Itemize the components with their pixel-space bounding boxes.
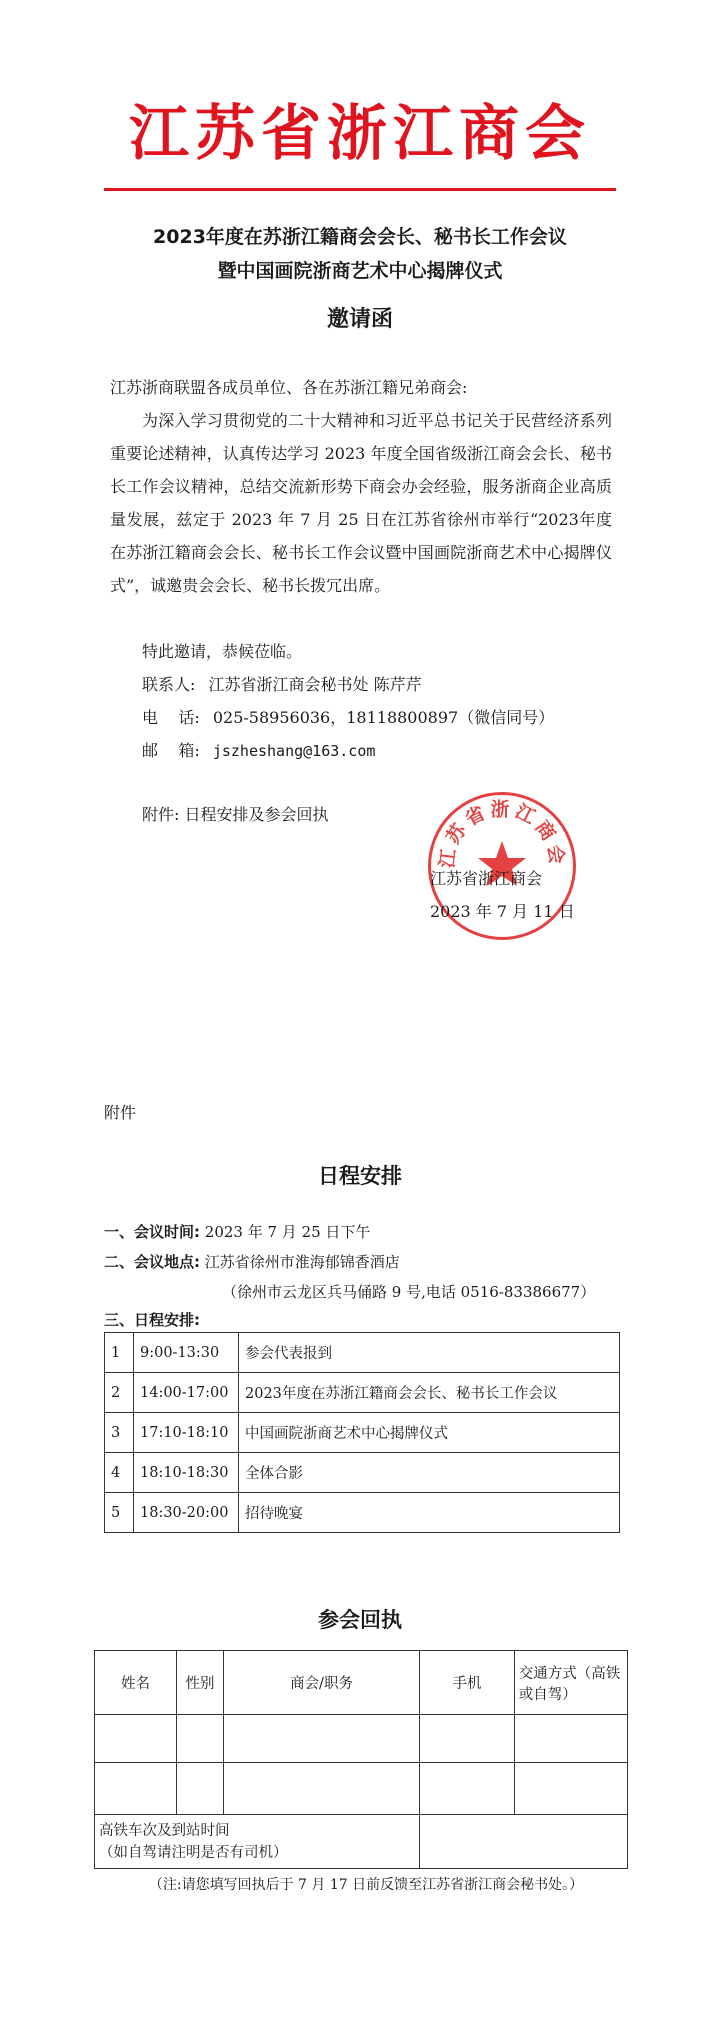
header-org-position: 商会/职务 bbox=[223, 1651, 419, 1715]
row-no: 1 bbox=[105, 1333, 134, 1373]
input-cell[interactable] bbox=[514, 1763, 627, 1815]
reply-header-row bbox=[95, 1651, 628, 1715]
row-item: 2023年度在苏浙江籍商会会长、秘书长工作会议 bbox=[239, 1373, 620, 1413]
row-item: 中国画院浙商艺术中心揭牌仪式 bbox=[239, 1413, 620, 1453]
invitation-title: 邀请函 bbox=[326, 307, 393, 332]
row-item: 招待晚宴 bbox=[239, 1493, 620, 1533]
attachment-line: 附件: 日程安排及参会回执 bbox=[142, 805, 329, 824]
meeting-time-label: 一、会议时间: bbox=[104, 1223, 200, 1241]
table-row bbox=[105, 1373, 620, 1413]
meeting-title-line1: 2023年度在苏浙江籍商会会长、秘书长工作会议 bbox=[153, 226, 567, 248]
input-cell[interactable] bbox=[177, 1763, 224, 1815]
header-gender: 性别 bbox=[177, 1651, 224, 1715]
row-time: 14:00-17:00 bbox=[134, 1373, 239, 1413]
email-line bbox=[142, 734, 375, 768]
org-title: 江苏省浙江商会 bbox=[129, 99, 591, 169]
header-phone: 手机 bbox=[420, 1651, 515, 1715]
agenda-label-line bbox=[104, 1306, 200, 1334]
contact-label: 联系人: bbox=[142, 675, 196, 694]
row-no: 2 bbox=[105, 1373, 134, 1413]
table-row bbox=[105, 1413, 620, 1453]
row-item: 全体合影 bbox=[239, 1453, 620, 1493]
header-name: 姓名 bbox=[95, 1651, 177, 1715]
row-time: 17:10-18:10 bbox=[134, 1413, 239, 1453]
row-no: 4 bbox=[105, 1453, 134, 1493]
agenda-label: 三、日程安排: bbox=[104, 1311, 200, 1329]
reply-blank-row bbox=[95, 1763, 628, 1815]
meeting-place-value: 江苏省徐州市淮海郁锦香酒店 bbox=[204, 1253, 400, 1271]
title-divider bbox=[104, 188, 616, 191]
input-cell[interactable] bbox=[95, 1763, 177, 1815]
meeting-place-line bbox=[104, 1248, 400, 1276]
table-row bbox=[105, 1453, 620, 1493]
schedule-table bbox=[104, 1332, 620, 1533]
reply-form-table bbox=[94, 1650, 628, 1869]
train-info-input[interactable] bbox=[420, 1815, 628, 1869]
salutation: 江苏浙商联盟各成员单位、各在苏浙江籍兄弟商会: bbox=[110, 378, 468, 397]
phone-line bbox=[142, 701, 554, 734]
closing-line: 特此邀请，恭候莅临。 bbox=[142, 642, 303, 661]
seal-arc-text: 江苏省浙江商会 bbox=[436, 798, 568, 870]
sign-date: 2023 年 7 月 11 日 bbox=[430, 902, 575, 921]
header-transport: 交通方式（高铁或自驾） bbox=[514, 1651, 627, 1715]
row-item: 参会代表报到 bbox=[239, 1333, 620, 1373]
schedule-title: 日程安排 bbox=[318, 1164, 402, 1188]
appendix-label: 附件 bbox=[104, 1103, 137, 1122]
input-cell[interactable] bbox=[223, 1715, 419, 1763]
row-time: 18:30-20:00 bbox=[134, 1493, 239, 1533]
phone-label: 电 话: bbox=[142, 708, 200, 727]
input-cell[interactable] bbox=[420, 1763, 515, 1815]
contact-line bbox=[142, 668, 422, 701]
row-time: 9:00-13:30 bbox=[134, 1333, 239, 1373]
input-cell[interactable] bbox=[177, 1715, 224, 1763]
input-cell[interactable] bbox=[420, 1715, 515, 1763]
input-cell[interactable] bbox=[95, 1715, 177, 1763]
meeting-time-value: 2023 年 7 月 25 日下午 bbox=[204, 1223, 371, 1241]
row-no: 5 bbox=[105, 1493, 134, 1533]
row-no: 3 bbox=[105, 1413, 134, 1453]
train-info-line1: 高铁车次及到站时间 bbox=[99, 1822, 230, 1839]
reply-blank-row bbox=[95, 1715, 628, 1763]
row-time: 18:10-18:30 bbox=[134, 1453, 239, 1493]
train-info-label bbox=[95, 1815, 420, 1869]
reply-title: 参会回执 bbox=[318, 1608, 402, 1632]
email-value: jszheshang@163.com bbox=[212, 742, 376, 760]
reply-note: （注:请您填写回执后于 7 月 17 日前反馈至江苏省浙江商会秘书处。） bbox=[148, 1877, 584, 1893]
contact-value: 江苏省浙江商会秘书处 陈芹芹 bbox=[208, 675, 422, 694]
sign-org: 江苏省浙江商会 bbox=[430, 869, 543, 888]
meeting-place-detail: （徐州市云龙区兵马俑路 9 号,电话 0516-83386677） bbox=[222, 1283, 596, 1301]
table-row bbox=[105, 1333, 620, 1373]
reply-train-row bbox=[95, 1815, 628, 1869]
letter-body: 为深入学习贯彻党的二十大精神和习近平总书记关于民营经济系列重要论述精神，认真传达学习 2023 年度全国省级浙江商会会长、秘书长工作会议精神，总结交流新形势下商会办会经验，服务浙商企业高质量发展，兹定于 2023 年 7 月 25 日在江苏省徐州市举行“2023年度在苏浙江籍商会会长、秘书长工作会议暨中国画院浙商艺术中心揭牌仪式”，诚邀贵会会长、秘书长拨冗出席。 bbox=[110, 411, 612, 595]
meeting-time-line bbox=[104, 1218, 370, 1246]
phone-value: 025-58956036，18118800897（微信同号） bbox=[212, 708, 555, 727]
input-cell[interactable] bbox=[514, 1715, 627, 1763]
table-row bbox=[105, 1493, 620, 1533]
meeting-place-label: 二、会议地点: bbox=[104, 1253, 200, 1271]
input-cell[interactable] bbox=[223, 1763, 419, 1815]
meeting-title-line2: 暨中国画院浙商艺术中心揭牌仪式 bbox=[217, 260, 503, 282]
email-label: 邮 箱: bbox=[142, 741, 200, 760]
train-info-line2: （如自驾请注明是否有司机） bbox=[99, 1844, 288, 1861]
